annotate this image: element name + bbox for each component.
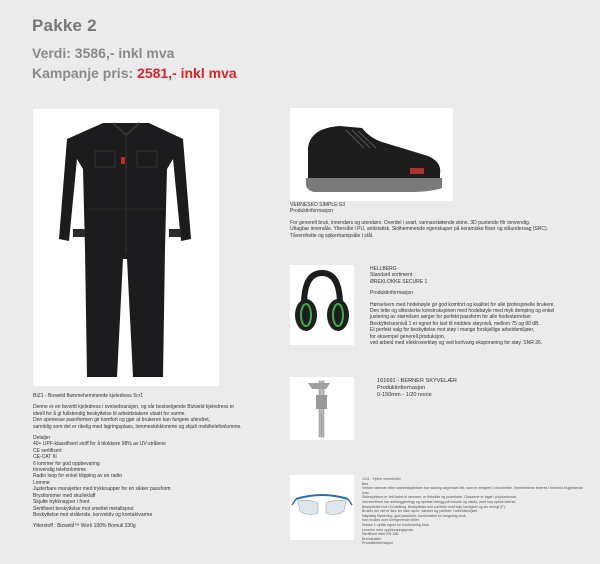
- coverall-text: [33, 393, 283, 530]
- shoe-desc2: Uttagbar innersåle. Yttersåle i PU, antistatisk. Sklihemmende egenskaper på keramiske fliser og ståundersag (SRC).: [290, 226, 549, 233]
- caliper-illustration: [290, 377, 354, 440]
- glasses-illustration: [290, 475, 354, 540]
- caliper-text: [377, 378, 527, 399]
- verdi-line: [32, 45, 237, 62]
- coverall-desc4: samtidig som det er rikelig med lagringsplass, lommestokklomme og skjult mobiltelefonlomme.: [33, 423, 242, 430]
- coverall-details-title: Detaljer: [33, 435, 51, 442]
- glasses-line: Verken rammen eller sidebeskyttelsen har naturlig avgrenset felt, som er integrert i vernebriller. Vernebrillene leveres i henhold til gjeldende krav.: [362, 486, 584, 495]
- verdi-label: Verdi:: [32, 45, 71, 61]
- shoe-image: [290, 108, 453, 201]
- earmuff-desc7: ved arbeid med elektroverktøy og ved kortvarig eksponering for støy. SNR 26.: [370, 340, 543, 347]
- coverall-detail: Radio loop for enkel klipping av en radio: [33, 473, 122, 480]
- glasses-line: 1211 - Hjelm vernebriller: [362, 477, 401, 481]
- glasses-line: Nøyaktig tilpasning, god passform, komfortabel for langvarig bruk.: [362, 513, 467, 518]
- earmuff-brand: HELLBERG: [370, 266, 397, 272]
- coverall-image: [33, 109, 219, 386]
- coverall-detail: Lomme: [33, 479, 50, 486]
- earmuff-sub1: Standard sortiment: [370, 272, 413, 279]
- page-title: Pakke 2: [32, 16, 97, 35]
- earmuff-desc1: Hørselvern med hodebøyle gir god komfort og kvalitet for alle profesjonelle brukere.: [370, 301, 555, 308]
- header: [32, 16, 237, 85]
- coverall-detail: Beskyttelse mot strålende, konvektiv og kontaktvarme: [33, 511, 153, 518]
- earmuff-desc4: Beskyttelsesnivå 1 er egnet for lavt til middels støynivå, mellom 75 og 90 dB.: [370, 320, 540, 327]
- caliper-image: [290, 377, 354, 440]
- glasses-image: [290, 475, 354, 540]
- glasses-line: Produktinformasjon: [362, 541, 393, 546]
- glasses-line: Brukes der det er fare for støv, spon, væsker og partikler i arbeidsmiljøet.: [362, 509, 478, 514]
- coverall-detail: CE-CAT III: [33, 454, 57, 461]
- coverall-name: BIZ1 - Bizweld flammehemmende kjeledress 5cr1: [33, 393, 144, 399]
- coverall-detail: Brystlommer med skulleklaff: [33, 492, 96, 499]
- earmuff-desc2: Den lette og slitesterke konstruksjonen med hodebøyle med myk demping og enkel: [370, 308, 555, 315]
- shoe-sub: Produktinformasjon: [290, 208, 334, 215]
- earmuff-desc3: justering av størrelsen sørger for perfekt passform for alle hodestørrelser.: [370, 314, 533, 321]
- glasses-line: Beskyttelse mot UV-stråling. Beskyttelse mot partikler med høy hastighet og lav energi (F).: [362, 504, 506, 509]
- earmuff-illustration: [290, 265, 354, 345]
- glasses-line: Sidestykkene er tett festet til rammen, er fleksible og justerbare. Glassene er laget i polykarbonat.: [362, 495, 517, 500]
- coverall-detail: Skjulte trykknapper i front: [33, 499, 90, 506]
- coverall-desc2: ideell for å gi fullstendig beskyttelse til arbeidstakere utsatt for varme.: [33, 410, 186, 417]
- earmuff-text: [370, 266, 585, 346]
- caliper-name: 161691 - BERNER SKYVELÆR: [377, 378, 457, 384]
- earmuff-desc6: for eksempel generell produksjon,: [370, 333, 446, 340]
- caliper-info: Produktinformasjon: [377, 385, 426, 391]
- glasses-line: Kan brukes over korrigerende briller.: [362, 518, 420, 523]
- coverall-detail: Justerbare mansjetter med trykknapper for en sikker passform: [33, 486, 171, 493]
- verdi-value: 3586,- inkl mva: [74, 45, 175, 61]
- glasses-line: Leveres med oppbevaringspose.: [362, 527, 415, 532]
- coverall-illustration: [33, 109, 219, 386]
- kampanje-label: Kampanje pris:: [32, 65, 134, 81]
- glasses-line: Sertifisert etter EN 166.: [362, 532, 400, 537]
- coverall-footer: Ytterstoff : Bizweld™ Work 100% Bomull 330g: [33, 523, 136, 530]
- coverall-detail: Innvendig telefonlomme: [33, 467, 87, 474]
- coverall-detail: 40+ UPF-klassifisert stoff for å blokkere 98% av UV-strålene: [33, 441, 166, 448]
- glasses-line: Bes: [362, 481, 369, 486]
- shoe-desc3: Tåvernhette og spikertrampsåle i stål.: [290, 232, 374, 239]
- earmuff-desc5: Et perfekt valg for beskyttelse mot støy i mange forskjellige arbeidsmiljøer,: [370, 327, 535, 334]
- kampanje-line: [32, 65, 237, 82]
- earmuff-sub2: ØREKLOKKE SECURE 1: [370, 278, 428, 285]
- coverall-desc3: Den spenesse pasnformen gir komfort og gjør at brukeren kan fungere uhindret,: [33, 417, 211, 424]
- kampanje-value: 2581,- inkl mva: [137, 65, 237, 81]
- coverall-detail: CE sertifisert: [33, 447, 62, 454]
- caliper-range: 0-150mm - 1/20 nonie: [377, 392, 432, 398]
- coverall-detail: Sertifisert beskyttelse mot smeltet metallsprut: [33, 505, 134, 512]
- glasses-text: [362, 477, 587, 546]
- earmuff-image: [290, 265, 354, 345]
- glasses-line: Klasse 1 optikk egnet for kontinuerlig bruk.: [362, 522, 430, 527]
- coverall-desc1: Denne er en favoritt kjeledress i sveisebransjen, og vår bestselgende Bizweld kjeledress er: [33, 404, 235, 411]
- shoe-text: [290, 202, 570, 239]
- glasses-line: Vernebrillene har antiduggbelegg og ripefast belegg på innside og utside, med høy optisk klarhet.: [362, 499, 517, 504]
- glasses-line: Bremshalter: [362, 536, 382, 541]
- shoe-desc1: For generelt bruk, innendørs og utendørs. Overdel i svart, vannavstøtende skinn. 3D pustende fôr innvendig.: [290, 219, 531, 226]
- shoe-name: VERNESKO SIMPLE S3: [290, 202, 346, 208]
- shoe-illustration: [290, 108, 453, 201]
- earmuff-info: Produktinformasjon: [370, 290, 414, 297]
- coverall-detail: 6 lommer for god oppbevaring: [33, 460, 100, 467]
